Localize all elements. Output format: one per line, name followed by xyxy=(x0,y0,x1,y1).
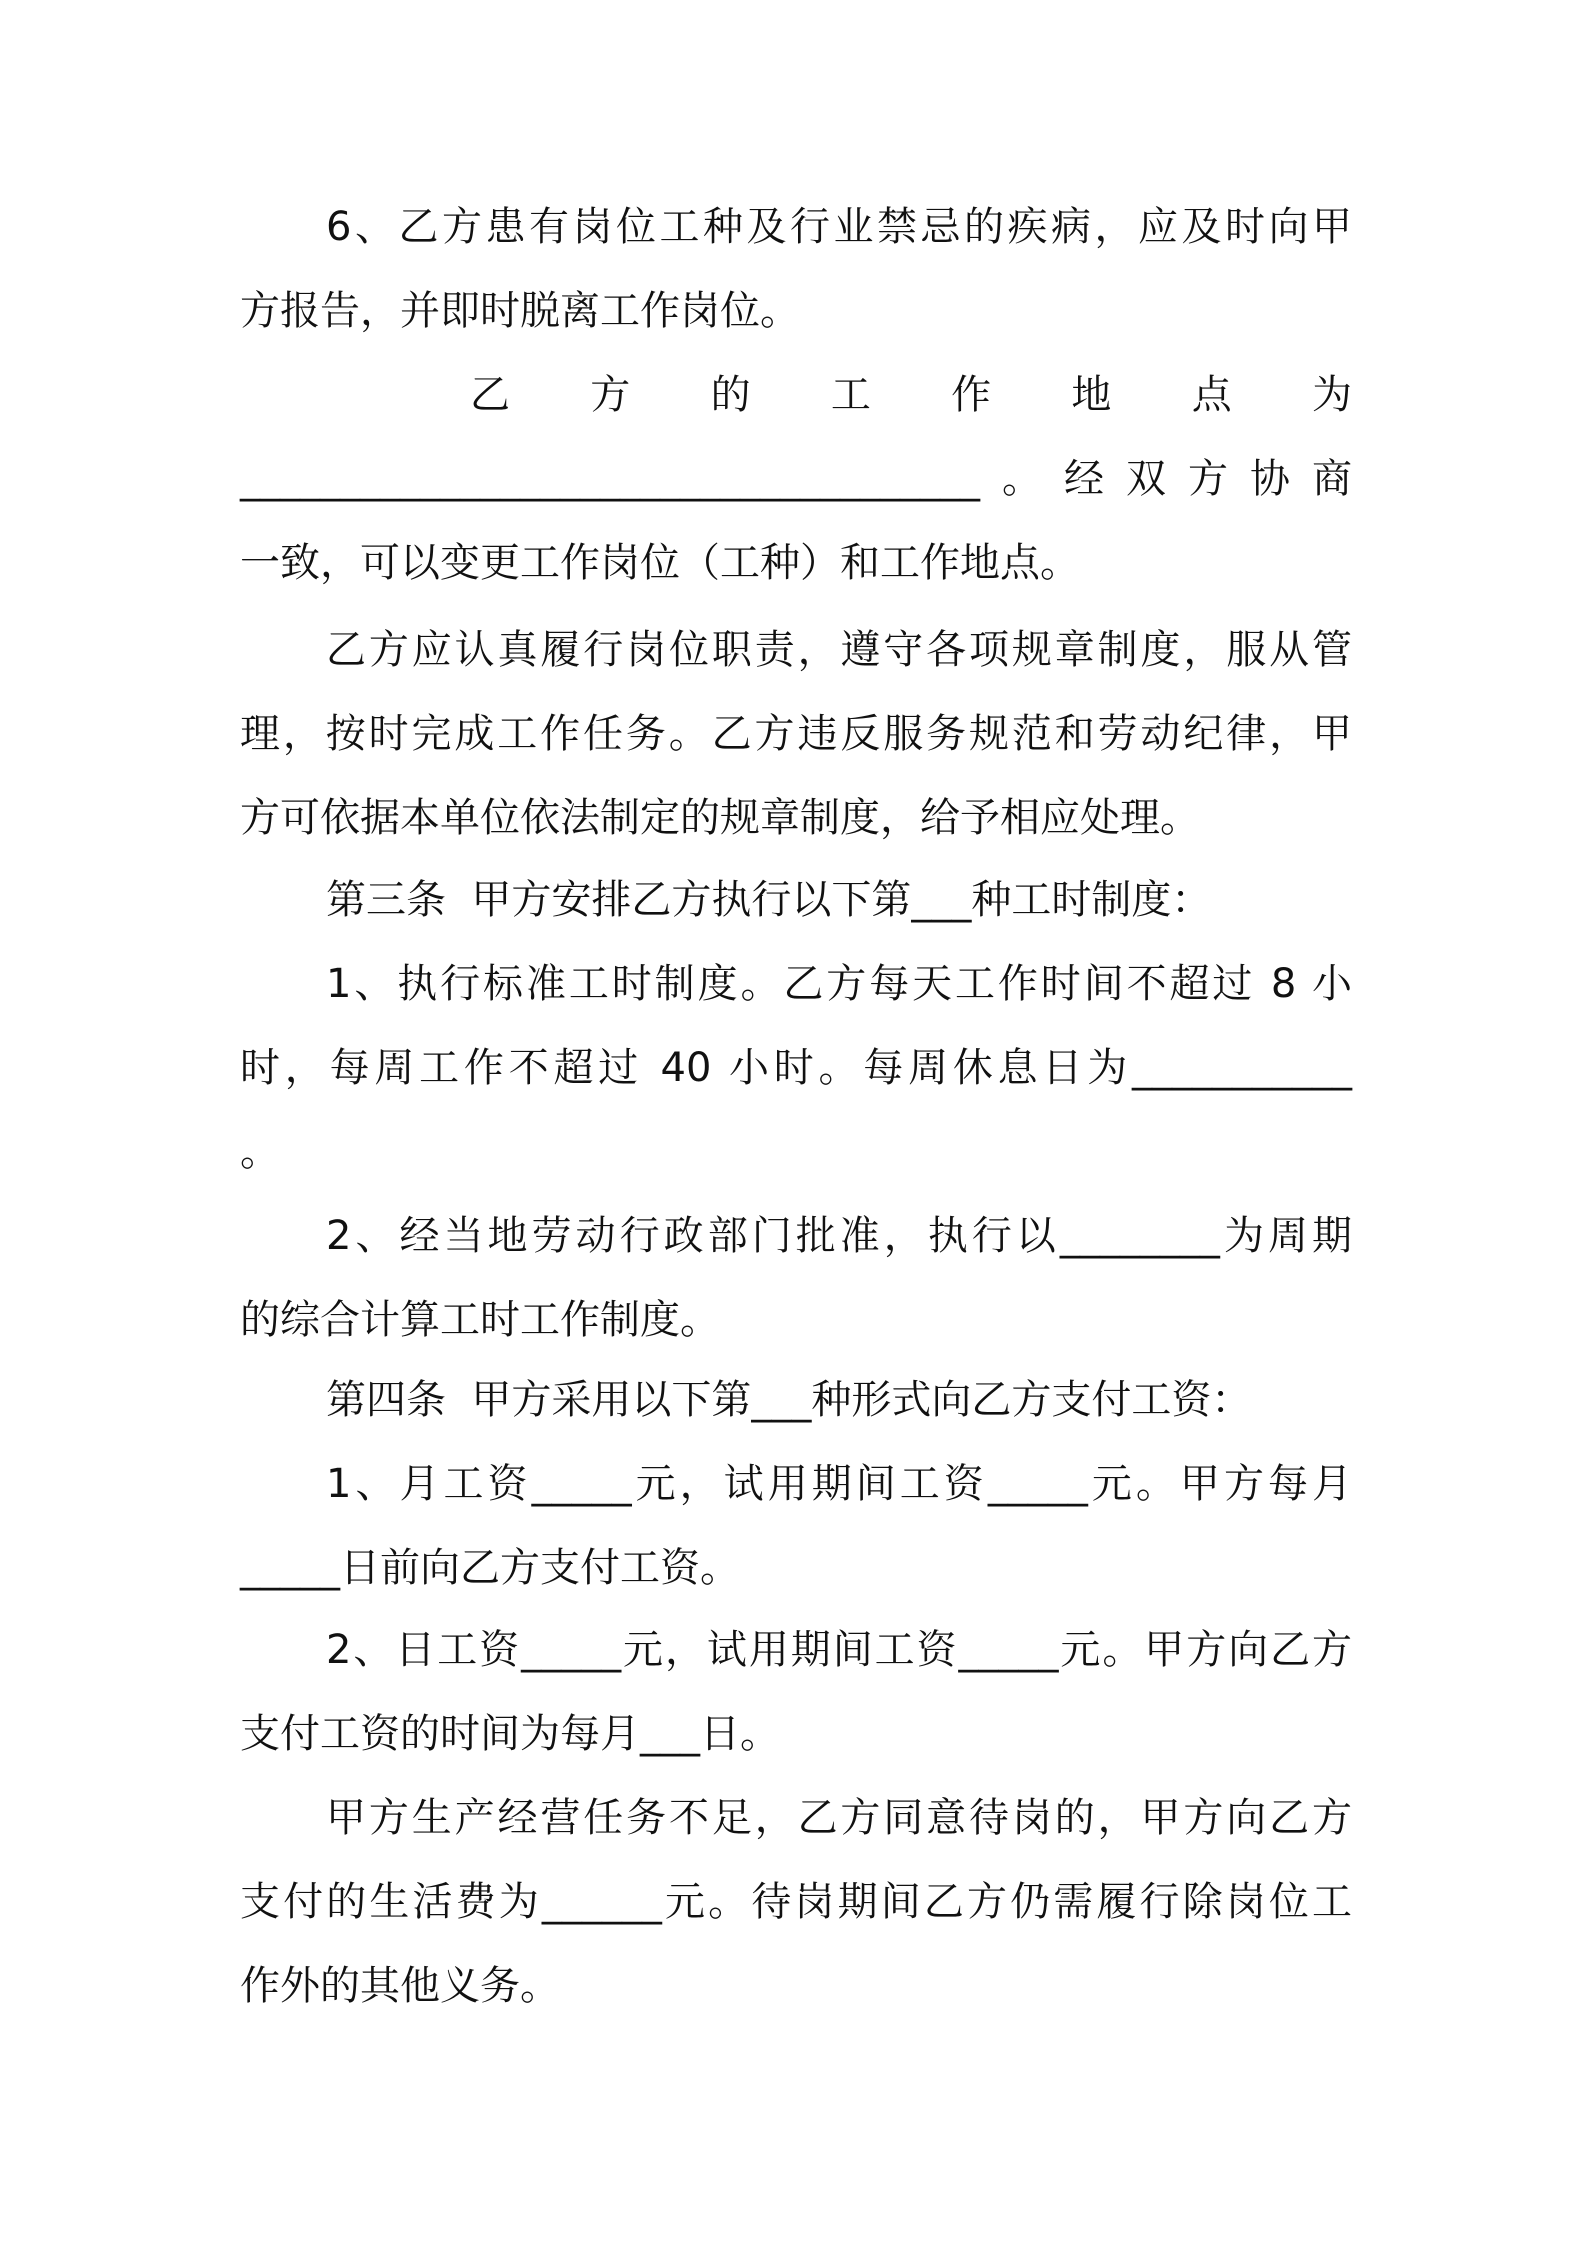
paragraph-line: 1、月工资_____元，试用期间工资_____元。甲方每月 xyxy=(326,1461,1352,1507)
paragraph-line: 支付工资的时间为每月___日。 xyxy=(240,1711,780,1757)
paragraph-line: _____________________________________。经双方协商 xyxy=(240,456,1352,502)
paragraph-line: 乙方应认真履行岗位职责，遵守各项规章制度，服从管 xyxy=(326,627,1352,673)
paragraph-line: 6、乙方患有岗位工种及行业禁忌的疾病，应及时向甲 xyxy=(326,204,1352,250)
paragraph-line: 一致，可以变更工作岗位（工种）和工作地点。 xyxy=(240,540,1080,586)
section-heading: 第四条 甲方采用以下第___种形式向乙方支付工资： xyxy=(326,1377,1252,1423)
paragraph-line: 。 xyxy=(240,1129,280,1175)
paragraph-line: 理，按时完成工作任务。乙方违反服务规范和劳动纪律，甲 xyxy=(240,711,1352,757)
paragraph-line: 2、经当地劳动行政部门批准，执行以________为周期 xyxy=(326,1213,1352,1259)
paragraph-line: 时，每周工作不超过 40 小时。每周休息日为___________ xyxy=(240,1045,1352,1091)
section-heading: 第三条 甲方安排乙方执行以下第___种工时制度： xyxy=(326,877,1212,923)
paragraph-line: 方可依据本单位依法制定的规章制度，给予相应处理。 xyxy=(240,795,1200,841)
paragraph-line: 甲方生产经营任务不足，乙方同意待岗的，甲方向乙方 xyxy=(326,1795,1352,1841)
paragraph-line: 乙 方 的 工 作 地 点 为 xyxy=(470,372,1352,418)
paragraph-line: 作外的其他义务。 xyxy=(240,1963,560,2009)
paragraph-line: 2、日工资_____元，试用期间工资_____元。甲方向乙方 xyxy=(326,1627,1352,1673)
paragraph-line: 1、执行标准工时制度。乙方每天工作时间不超过 8 小 xyxy=(326,961,1352,1007)
paragraph-line: _____日前向乙方支付工资。 xyxy=(240,1545,740,1591)
paragraph-line: 方报告，并即时脱离工作岗位。 xyxy=(240,288,800,334)
paragraph-line: 的综合计算工时工作制度。 xyxy=(240,1297,720,1343)
paragraph-line: 支付的生活费为______元。待岗期间乙方仍需履行除岗位工 xyxy=(240,1879,1352,1925)
